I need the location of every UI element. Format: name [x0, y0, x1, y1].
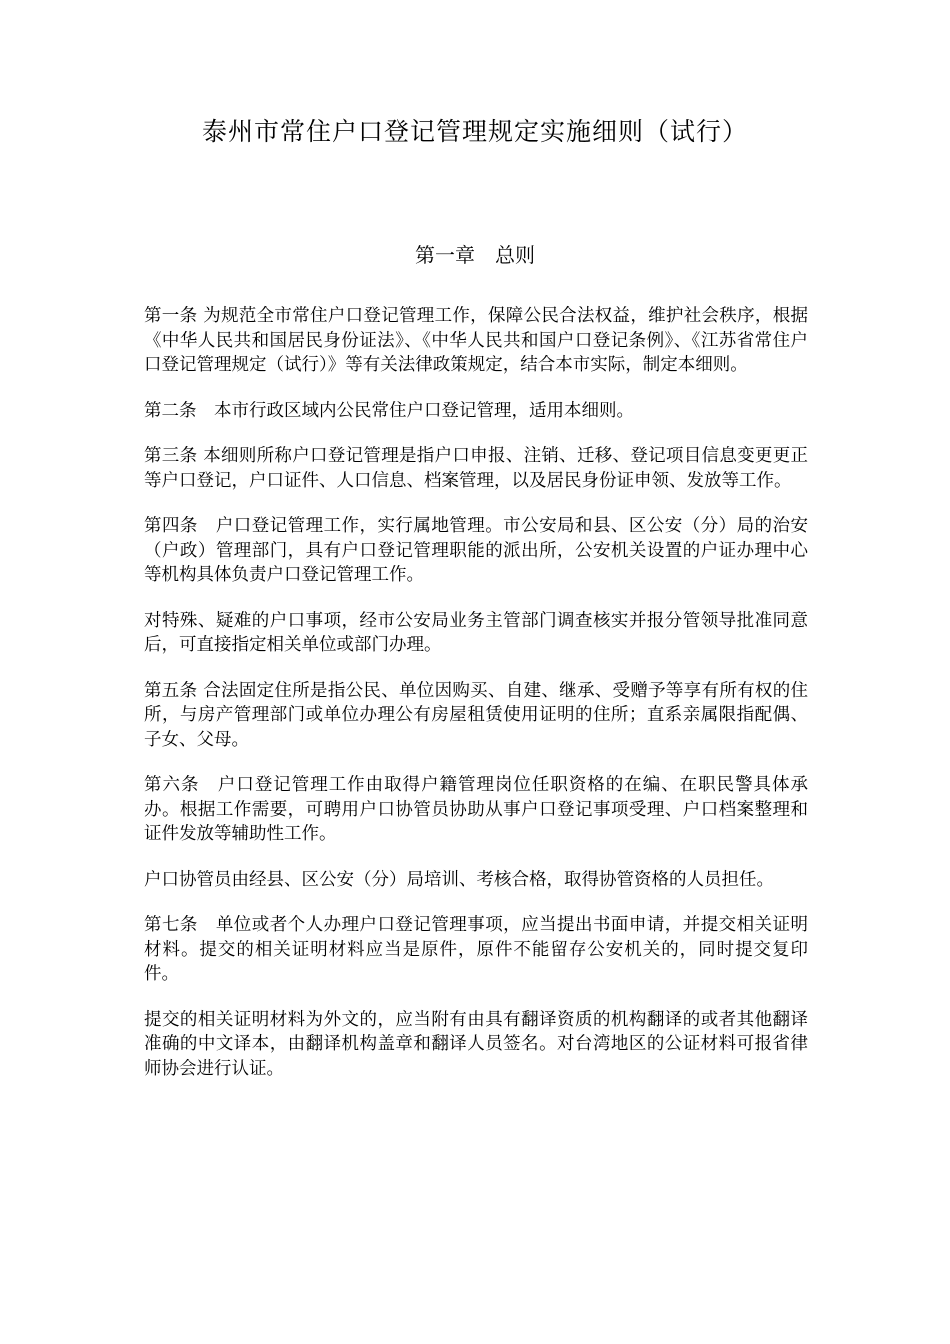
article-5-paragraph: 第五条 合法固定住所是指公民、单位因购买、自建、继承、受赠予等享有所有权的住所，与房产管理部门或单位办理公有房屋租赁使用证明的住所；直系亲属限指配偶、子女、父母。: [144, 680, 808, 750]
article-6-paragraph: 第六条 户口登记管理工作由取得户籍管理岗位任职资格的在编、在职民警具体承办。根据工作需要，可聘用户口协管员协助从事户口登记事项受理、户口档案整理和证件发放等辅助性工作。: [144, 775, 808, 844]
article-7-continuation-paragraph: 提交的相关证明材料为外文的，应当附有由具有翻译资质的机构翻译的或者其他翻译准确的中文译本，由翻译机构盖章和翻译人员签名。对台湾地区的公证材料可报省律师协会进行认证。: [144, 1009, 808, 1079]
article-6-continuation-paragraph: 户口协管员由经县、区公安（分）局培训、考核合格，取得协管资格的人员担任。: [144, 869, 774, 890]
chapter-heading: 第一章 总则: [415, 243, 535, 267]
article-4-continuation-paragraph: 对特殊、疑难的户口事项，经市公安局业务主管部门调查核实并报分管领导批准同意后，可直接指定相关单位或部门办理。: [144, 610, 808, 655]
article-1-paragraph: 第一条 为规范全市常住户口登记管理工作，保障公民合法权益，维护社会秩序，根据《中华人民共和国居民身份证法》、《中华人民共和国户口登记条例》、《江苏省常住户口登记管理规定（试行）》等有关法律政策规定，结合本市实际，制定本细则。: [144, 306, 808, 375]
article-2-paragraph: 第二条 本市行政区域内公民常住户口登记管理，适用本细则。: [144, 400, 634, 421]
article-3-paragraph: 第三条 本细则所称户口登记管理是指户口申报、注销、迁移、登记项目信息变更更正等户口登记，户口证件、人口信息、档案管理，以及居民身份证申领、发放等工作。: [144, 446, 808, 491]
article-7-paragraph: 第七条 单位或者个人办理户口登记管理事项，应当提出书面申请，并提交相关证明材料。提交的相关证明材料应当是原件，原件不能留存公安机关的，同时提交复印件。: [144, 915, 808, 984]
document-body: [144, 304, 808, 1102]
article-4-paragraph: 第四条 户口登记管理工作，实行属地管理。市公安局和县、区公安（分）局的治安（户政）管理部门，具有户口登记管理职能的派出所，公安机关设置的户证办理中心等机构具体负责户口登记管理工作。: [144, 516, 808, 585]
document-title: 泰州市常住户口登记管理规定实施细则（试行）: [201, 117, 748, 146]
